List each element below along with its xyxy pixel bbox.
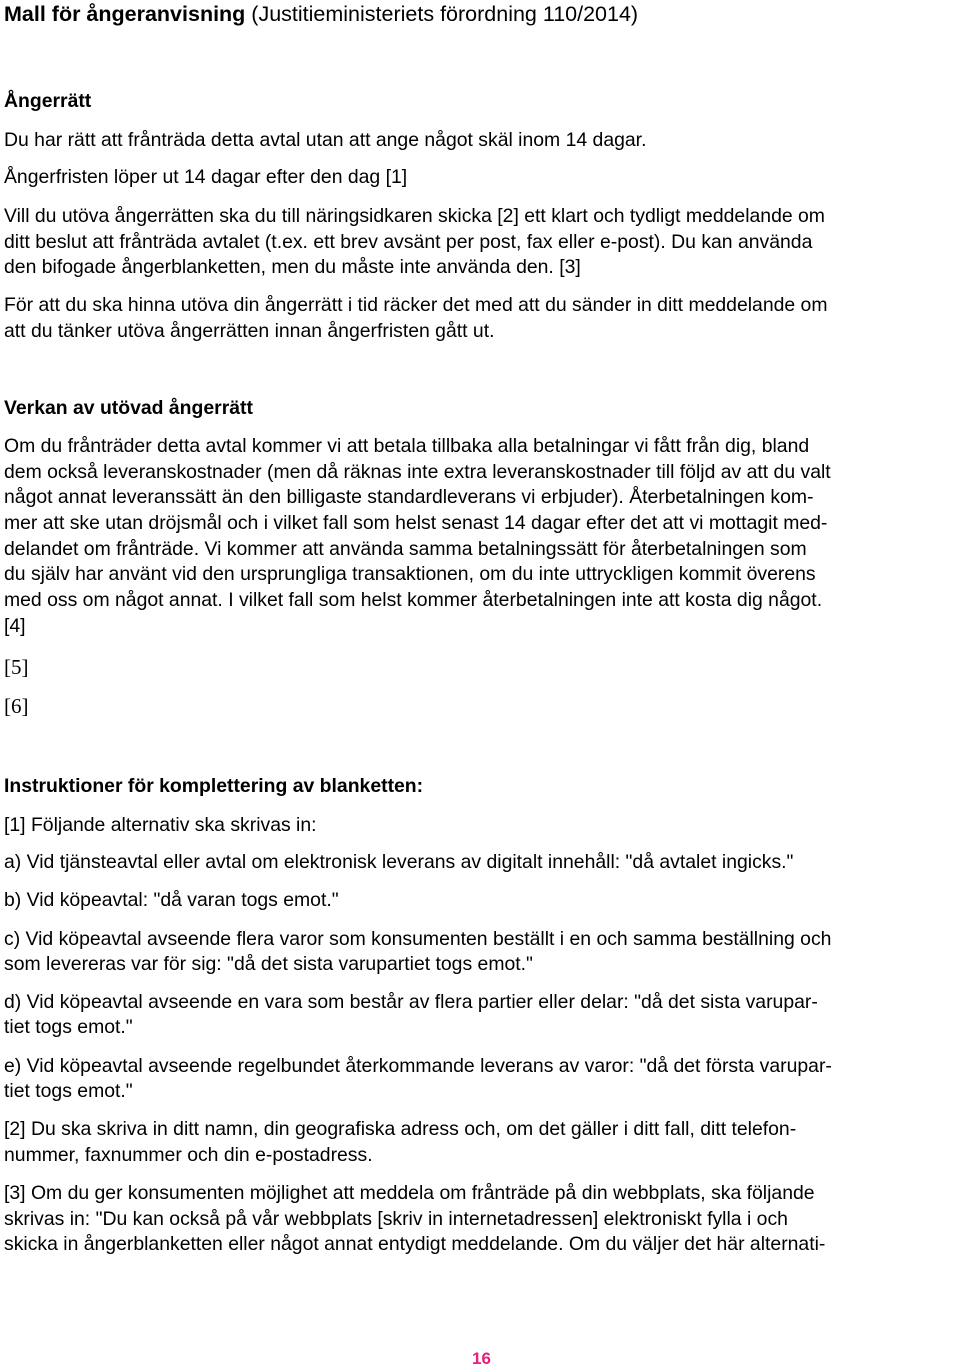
paragraph-line: Vill du utöva ångerrätten ska du till näringsidkaren skicka [2] ett klart och tydligt meddelande om xyxy=(4,205,825,227)
instruction-line: skicka in ångerblanketten eller något annat entydigt meddelande. Om du väljer det här alternati- xyxy=(4,1233,826,1255)
instruction-line: b) Vid köpeavtal: "då varan togs emot." xyxy=(4,889,339,911)
paragraph-line: dem också leveranskostnader (men då räknas inte extra leveranskostnader till följd av att du valt xyxy=(4,461,831,483)
paragraph-line: Ångerfristen löper ut 14 dagar efter den dag [1] xyxy=(4,166,408,188)
paragraph-line: Om du frånträder detta avtal kommer vi att betala tillbaka alla betalningar vi fått från dig, bland xyxy=(4,435,810,457)
instruction-line: nummer, faxnummer och din e-postadress. xyxy=(4,1144,373,1166)
instruction-line: [2] Du ska skriva in ditt namn, din geografiska adress och, om det gäller i ditt fall, ditt telefon- xyxy=(4,1118,797,1140)
instruction-line: tiet togs emot." xyxy=(4,1016,133,1038)
paragraph-line: Du har rätt att frånträda detta avtal utan att ange något skäl inom 14 dagar. xyxy=(4,129,647,151)
instruction-line: a) Vid tjänsteavtal eller avtal om elektronisk leverans av digitalt innehåll: "då avtalet ingicks." xyxy=(4,851,794,873)
instruction-line: e) Vid köpeavtal avseende regelbundet återkommande leverans av varor: "då det första varupar- xyxy=(4,1055,832,1077)
instruction-line: som levereras var för sig: "då det sista varupartiet togs emot." xyxy=(4,953,533,975)
paragraph-line: den bifogade ångerblanketten, men du måste inte använda den. [3] xyxy=(4,256,581,278)
section-heading-angerratt: Ångerrätt xyxy=(4,90,92,112)
instruction-line: c) Vid köpeavtal avseende flera varor som konsumenten beställt i en och samma beställning och xyxy=(4,928,832,950)
instruction-line: skrivas in: "Du kan också på vår webbplats [skriv in internetadressen] elektroniskt fylla i och xyxy=(4,1208,788,1230)
paragraph-line: mer att ske utan dröjsmål och i vilket fall som helst senast 14 dagar efter det att vi mottagit med- xyxy=(4,512,828,534)
instruction-line: d) Vid köpeavtal avseende en vara som består av flera partier eller delar: "då det sista varupar- xyxy=(4,991,818,1013)
paragraph-line: att du tänker utöva ångerrätten innan ångerfristen gått ut. xyxy=(4,320,495,342)
instruction-line: [1] Följande alternativ ska skrivas in: xyxy=(4,814,317,836)
instruction-line: tiet togs emot." xyxy=(4,1080,133,1102)
paragraph-line: För att du ska hinna utöva din ångerrätt i tid räcker det med att du sänder in ditt meddelande om xyxy=(4,294,828,316)
section-heading-instruktioner: Instruktioner för komplettering av blanketten: xyxy=(4,775,424,797)
paragraph-line: något annat leveranssätt än den billigaste standardleverans vi erbjuder). Återbetalningen kom- xyxy=(4,486,814,508)
section-heading-verkan: Verkan av utövad ångerrätt xyxy=(4,397,253,419)
instruction-line: [3] Om du ger konsumenten möjlighet att meddela om frånträde på din webbplats, ska följande xyxy=(4,1182,815,1204)
paragraph-line: ditt beslut att frånträda avtalet (t.ex. ett brev avsänt per post, fax eller e-post). Du kan använda xyxy=(4,231,813,253)
placeholder-line: [6] xyxy=(4,694,29,718)
page-number: 16 xyxy=(472,1349,491,1368)
title-subtitle: (Justitieministeriets förordning 110/2014) xyxy=(245,2,639,26)
paragraph-line: du själv har använt vid den ursprungliga transaktionen, om du inte uttryckligen kommit överens xyxy=(4,563,816,585)
paragraph-line: delandet om frånträde. Vi kommer att använda samma betalningssätt för återbetalningen som xyxy=(4,538,807,560)
title-main: Mall för ångeranvisning xyxy=(4,2,246,26)
paragraph-line: med oss om något annat. I vilket fall som helst kommer återbetalningen inte att kosta dig något. xyxy=(4,589,823,611)
paragraph-line: [4] xyxy=(4,615,26,637)
document-title xyxy=(4,0,638,28)
placeholder-line: [5] xyxy=(4,655,29,679)
